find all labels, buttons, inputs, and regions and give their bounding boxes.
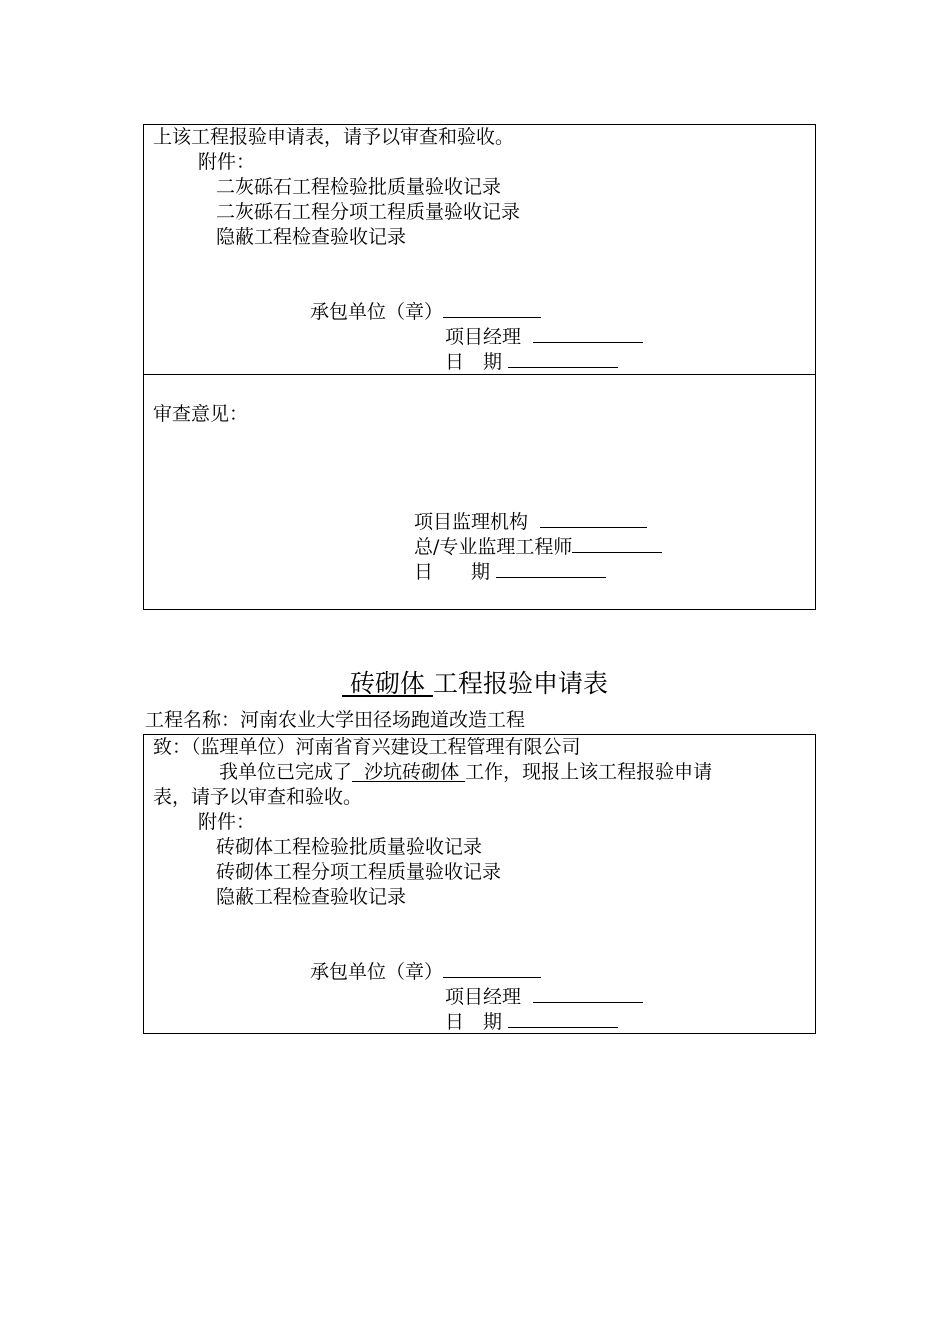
supervision-org-line — [414, 509, 647, 535]
attachments-label: 附件： — [198, 151, 256, 173]
engineer-blank[interactable] — [572, 534, 662, 553]
manager-signature-line — [445, 984, 643, 1010]
date-line — [445, 349, 618, 375]
review-date-blank[interactable] — [496, 559, 606, 578]
title-work-type: 砖砌体 — [342, 669, 433, 698]
review-date-label: 日 期 — [414, 561, 491, 583]
completed-line-2: 表，请予以审查和验收。 — [153, 786, 363, 808]
contractor-blank[interactable] — [443, 299, 541, 318]
engineer-label: 总/专业监理工程师 — [414, 536, 573, 558]
manager-signature-line — [445, 324, 643, 350]
date-line — [445, 1009, 618, 1035]
contractor-signature-line — [310, 959, 541, 985]
project-name: 工程名称：河南农业大学田径场跑道改造工程 — [145, 709, 526, 731]
supervision-org-blank[interactable] — [540, 509, 647, 528]
date-blank[interactable] — [508, 349, 618, 368]
supervision-org-label: 项目监理机构 — [414, 511, 529, 533]
contractor-signature-line — [310, 299, 541, 325]
review-date-line — [414, 559, 606, 585]
attachment-item: 二灰砾石工程检验批质量验收记录 — [216, 176, 502, 198]
completed-work: 沙坑砖砌体 — [352, 761, 466, 783]
completed-suffix: 工作，现报上该工程报验申请 — [465, 761, 713, 783]
completed-line — [219, 760, 712, 785]
contractor-blank[interactable] — [443, 959, 541, 978]
attachment-item: 隐蔽工程检查验收记录 — [216, 226, 407, 248]
completed-prefix: 我单位已完成了 — [219, 761, 353, 783]
attachments-label: 附件： — [198, 811, 256, 833]
form-title — [0, 666, 950, 702]
date-blank[interactable] — [508, 1009, 618, 1028]
manager-label: 项目经理 — [445, 326, 522, 348]
manager-label: 项目经理 — [445, 986, 522, 1008]
attachment-item: 砖砌体工程分项工程质量验收记录 — [216, 861, 502, 883]
submission-text: 上该工程报验申请表，请予以审查和验收。 — [153, 126, 515, 148]
engineer-line — [414, 534, 662, 560]
manager-blank[interactable] — [533, 984, 643, 1003]
contractor-label: 承包单位（章） — [310, 961, 444, 983]
date-label: 日 期 — [445, 351, 503, 373]
manager-blank[interactable] — [533, 324, 643, 343]
attachment-item: 隐蔽工程检查验收记录 — [216, 886, 407, 908]
review-opinion-label: 审查意见： — [153, 403, 249, 425]
addressee-line: 致：（监理单位）河南省育兴建设工程管理有限公司 — [153, 736, 581, 758]
attachment-item: 砖砌体工程检验批质量验收记录 — [216, 836, 483, 858]
contractor-label: 承包单位（章） — [310, 301, 444, 323]
date-label: 日 期 — [445, 1011, 503, 1033]
title-text: 工程报验申请表 — [432, 669, 608, 698]
attachment-item: 二灰砾石工程分项工程质量验收记录 — [216, 201, 521, 223]
